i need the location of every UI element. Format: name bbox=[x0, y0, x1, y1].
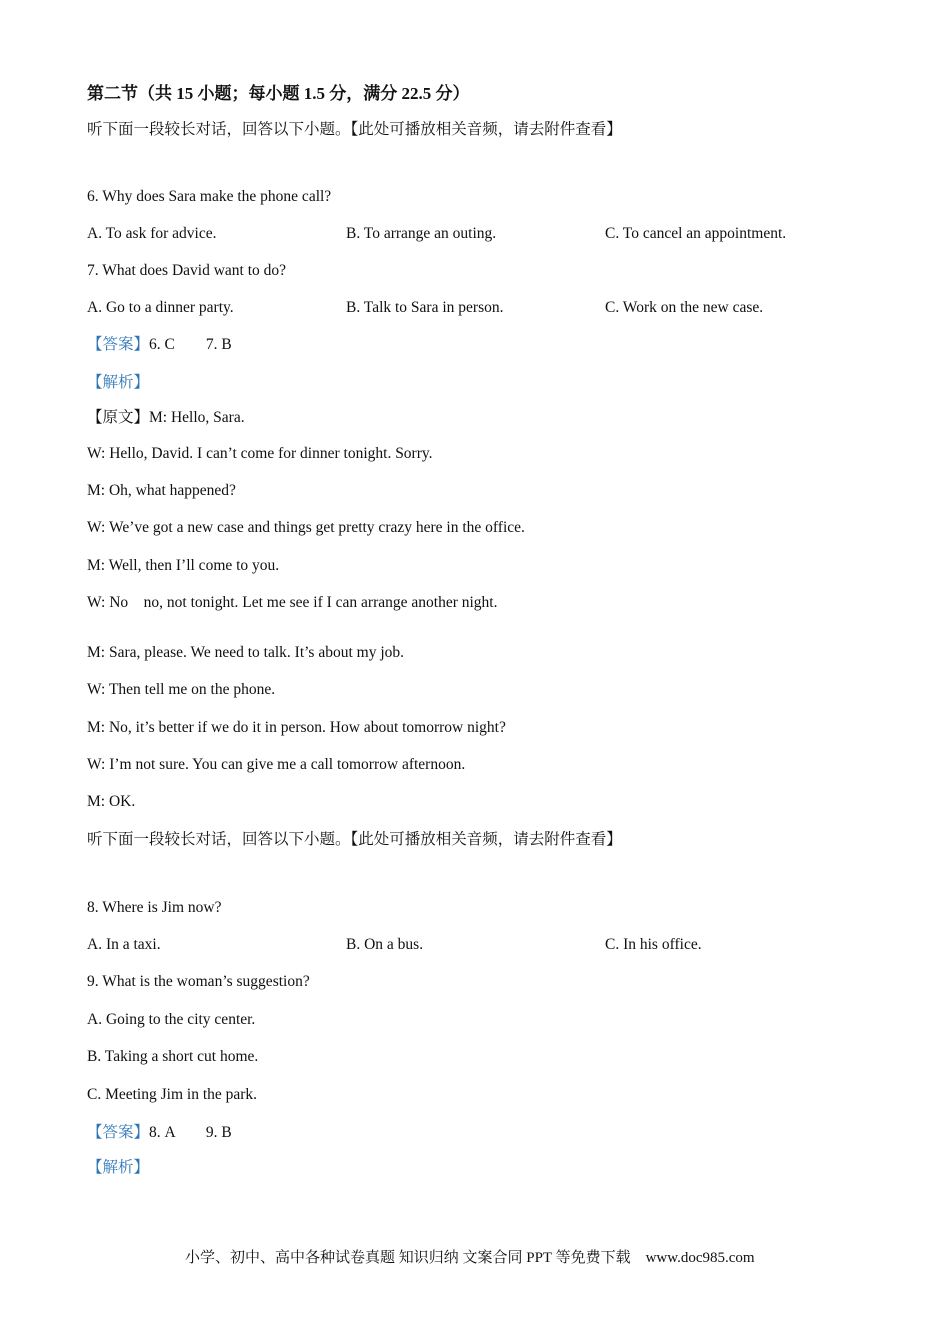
q8-option-c: C. In his office. bbox=[605, 936, 702, 953]
dialogue-line: M: No, it’s better if we do it in person. How about tomorrow night? bbox=[87, 719, 506, 736]
q9-option-b: B. Taking a short cut home. bbox=[87, 1048, 259, 1065]
transcript-line bbox=[87, 408, 245, 428]
q6-option-c: C. To cancel an appointment. bbox=[605, 225, 787, 242]
dialogue-line: W: No no, not tonight. Let me see if I can arrange another night. bbox=[87, 594, 498, 611]
section-heading: 第二节（共 15 小题；每小题 1.5 分，满分 22.5 分） bbox=[87, 84, 470, 103]
dialogue-line: M: Sara, please. We need to talk. It’s about my job. bbox=[87, 644, 405, 661]
q9-option-a: A. Going to the city center. bbox=[87, 1011, 256, 1028]
q9-option-c: C. Meeting Jim in the park. bbox=[87, 1086, 258, 1103]
answer-text: 8. A 9. B bbox=[149, 1124, 232, 1141]
analysis-tag: 【解析】 bbox=[87, 374, 150, 391]
instruction-text: 听下面一段较长对话，回答以下小题。【此处可播放相关音频，请去附件查看】 bbox=[87, 121, 622, 138]
analysis-tag: 【解析】 bbox=[87, 1159, 150, 1176]
question-7: 7. What does David want to do? bbox=[87, 262, 287, 279]
dialogue-line: M: OK. bbox=[87, 793, 136, 810]
dialogue-line: W: Hello, David. I can’t come for dinner tonight. Sorry. bbox=[87, 445, 433, 462]
dialogue-line: W: We’ve got a new case and things get pretty crazy here in the office. bbox=[87, 519, 525, 536]
dialogue-line: M: Oh, what happened? bbox=[87, 482, 236, 499]
answer-tag: 【答案】 bbox=[87, 336, 150, 353]
dialogue-line: M: Well, then I’ll come to you. bbox=[87, 557, 280, 574]
q6-option-b: B. To arrange an outing. bbox=[346, 225, 497, 242]
dialogue-line: W: I’m not sure. You can give me a call tomorrow afternoon. bbox=[87, 756, 466, 773]
q7-option-b: B. Talk to Sara in person. bbox=[346, 299, 504, 316]
dialogue-line: W: Then tell me on the phone. bbox=[87, 681, 276, 698]
question-8: 8. Where is Jim now? bbox=[87, 899, 222, 916]
answer-line bbox=[87, 335, 232, 355]
q8-option-a: A. In a taxi. bbox=[87, 936, 161, 953]
q7-option-c: C. Work on the new case. bbox=[605, 299, 764, 316]
instruction-text: 听下面一段较长对话，回答以下小题。【此处可播放相关音频，请去附件查看】 bbox=[87, 831, 622, 848]
transcript-tag: 【原文】 bbox=[87, 409, 150, 426]
q7-option-a: A. Go to a dinner party. bbox=[87, 299, 234, 316]
page-footer: 小学、初中、高中各种试卷真题 知识归纳 文案合同 PPT 等免费下载 www.doc985.com bbox=[185, 1250, 755, 1266]
answer-line bbox=[87, 1123, 232, 1143]
question-9: 9. What is the woman’s suggestion? bbox=[87, 973, 310, 990]
q6-option-a: A. To ask for advice. bbox=[87, 225, 217, 242]
dialogue-line: M: Hello, Sara. bbox=[149, 409, 245, 426]
answer-text: 6. C 7. B bbox=[149, 336, 232, 353]
answer-tag: 【答案】 bbox=[87, 1124, 150, 1141]
q8-option-b: B. On a bus. bbox=[346, 936, 424, 953]
question-6: 6. Why does Sara make the phone call? bbox=[87, 188, 332, 205]
